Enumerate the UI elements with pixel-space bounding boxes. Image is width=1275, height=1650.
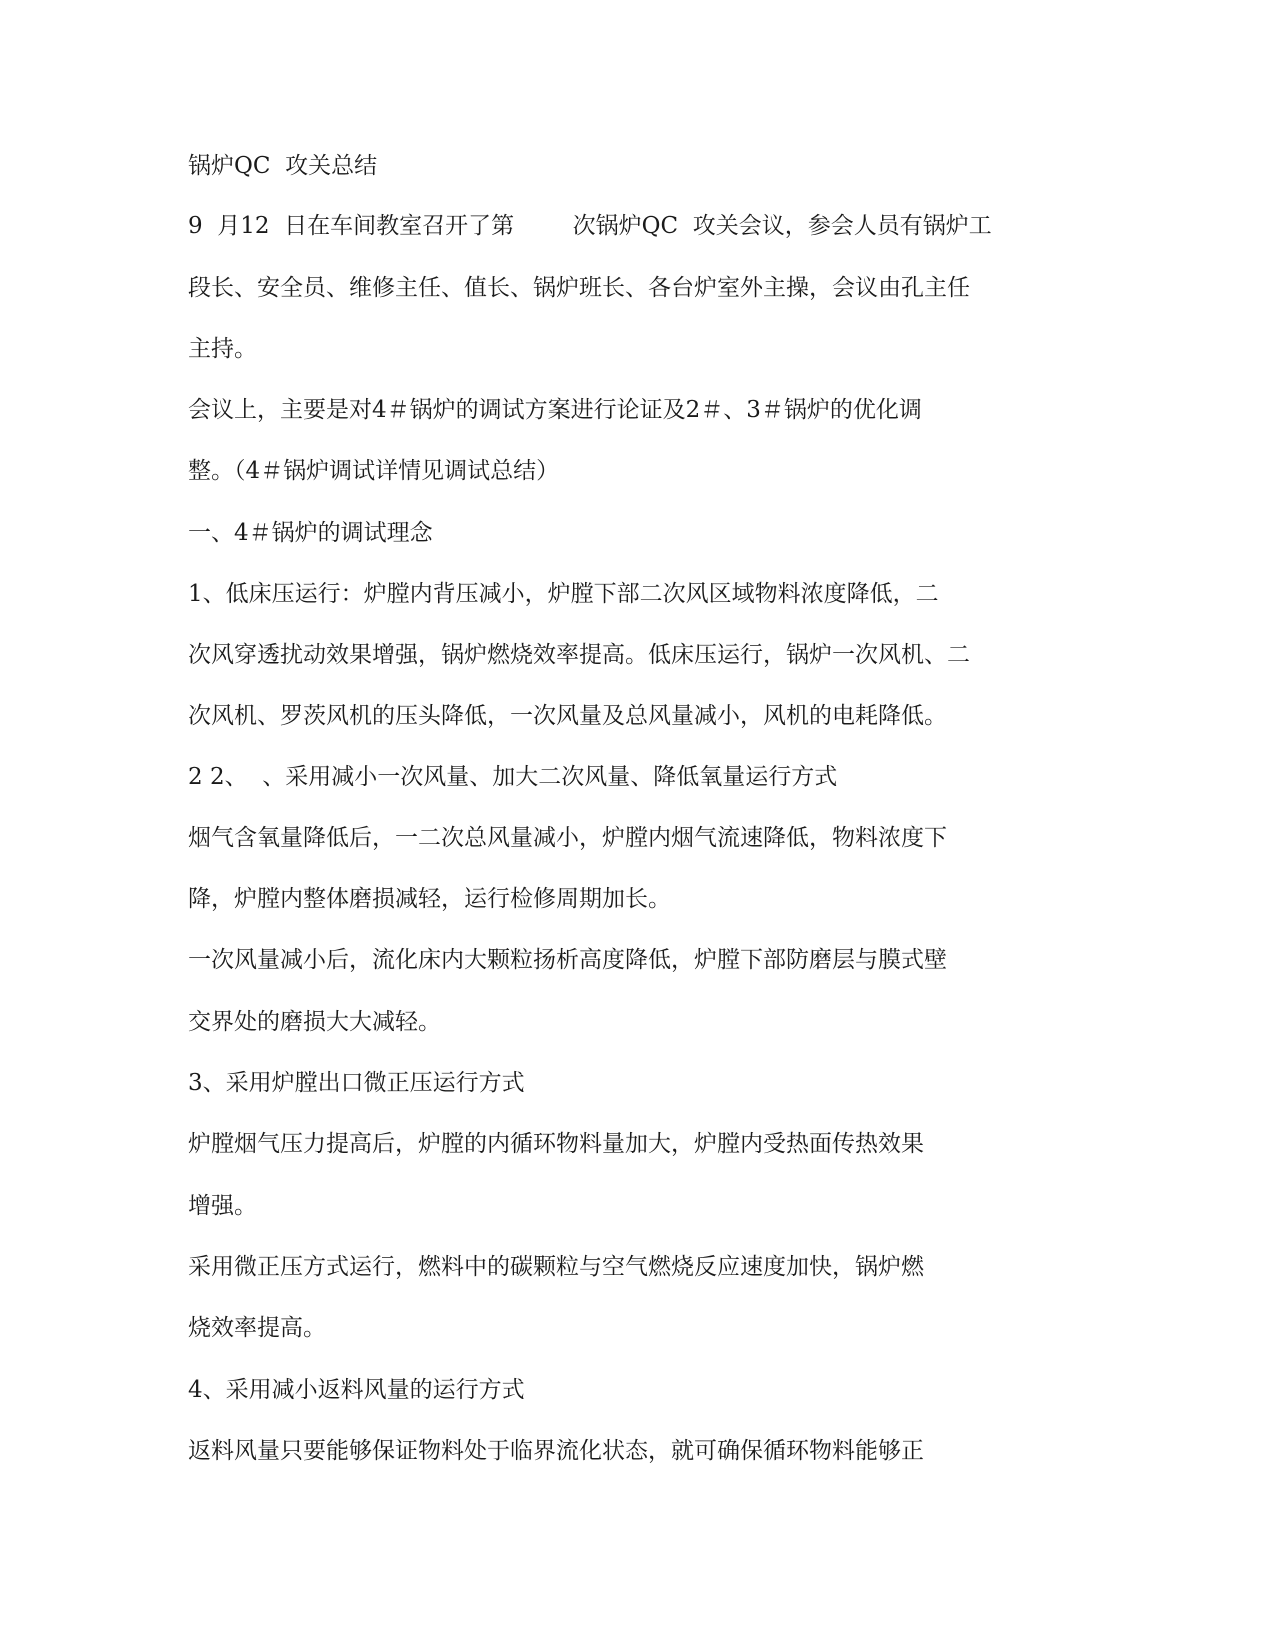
paragraph-line: 次风穿透扰动效果增强，锅炉燃烧效率提高。低床压运行，锅炉一次风机、二 [188,642,970,668]
paragraph-line: 9 月12 日在车间教室召开了第 次锅炉QC 攻关会议，参会人员有锅炉工 [188,213,992,239]
paragraph-line: 采用微正压方式运行，燃料中的碳颗粒与空气燃烧反应速度加快，锅炉燃 [188,1254,924,1280]
paragraph-line: 交界处的磨损大大减轻。 [188,1009,441,1035]
paragraph-line: 主持。 [188,336,257,362]
item-heading: 2 2、 、采用减小一次风量、加大二次风量、降低氧量运行方式 [188,764,838,790]
paragraph-line: 整。（4＃锅炉调试详情见调试总结） [188,458,560,484]
item-heading: 4、采用减小返料风量的运行方式 [188,1377,525,1403]
section-heading: 一、4＃锅炉的调试理念 [188,520,433,546]
paragraph-line: 返料风量只要能够保证物料处于临界流化状态，就可确保循环物料能够正 [188,1438,924,1464]
paragraph-line: 次风机、罗茨风机的压头降低，一次风量及总风量减小，风机的电耗降低。 [188,703,947,729]
document-title: 锅炉QC 攻关总结 [188,153,378,179]
item-heading: 3、采用炉膛出口微正压运行方式 [188,1070,525,1096]
paragraph-line: 烧效率提高。 [188,1315,326,1341]
paragraph-line: 1、低床压运行：炉膛内背压减小，炉膛下部二次风区域物料浓度降低，二 [188,581,939,607]
paragraph-line: 会议上，主要是对4＃锅炉的调试方案进行论证及2＃、3＃锅炉的优化调 [188,397,922,423]
paragraph-line: 段长、安全员、维修主任、值长、锅炉班长、各台炉室外主操，会议由孔主任 [188,275,970,301]
paragraph-line: 降，炉膛内整体磨损减轻，运行检修周期加长。 [188,886,671,912]
paragraph-line: 增强。 [188,1193,257,1219]
paragraph-line: 一次风量减小后，流化床内大颗粒扬析高度降低，炉膛下部防磨层与膜式壁 [188,947,947,973]
paragraph-line: 烟气含氧量降低后，一二次总风量减小，炉膛内烟气流速降低，物料浓度下 [188,825,947,851]
paragraph-line: 炉膛烟气压力提高后，炉膛的内循环物料量加大，炉膛内受热面传热效果 [188,1131,924,1157]
